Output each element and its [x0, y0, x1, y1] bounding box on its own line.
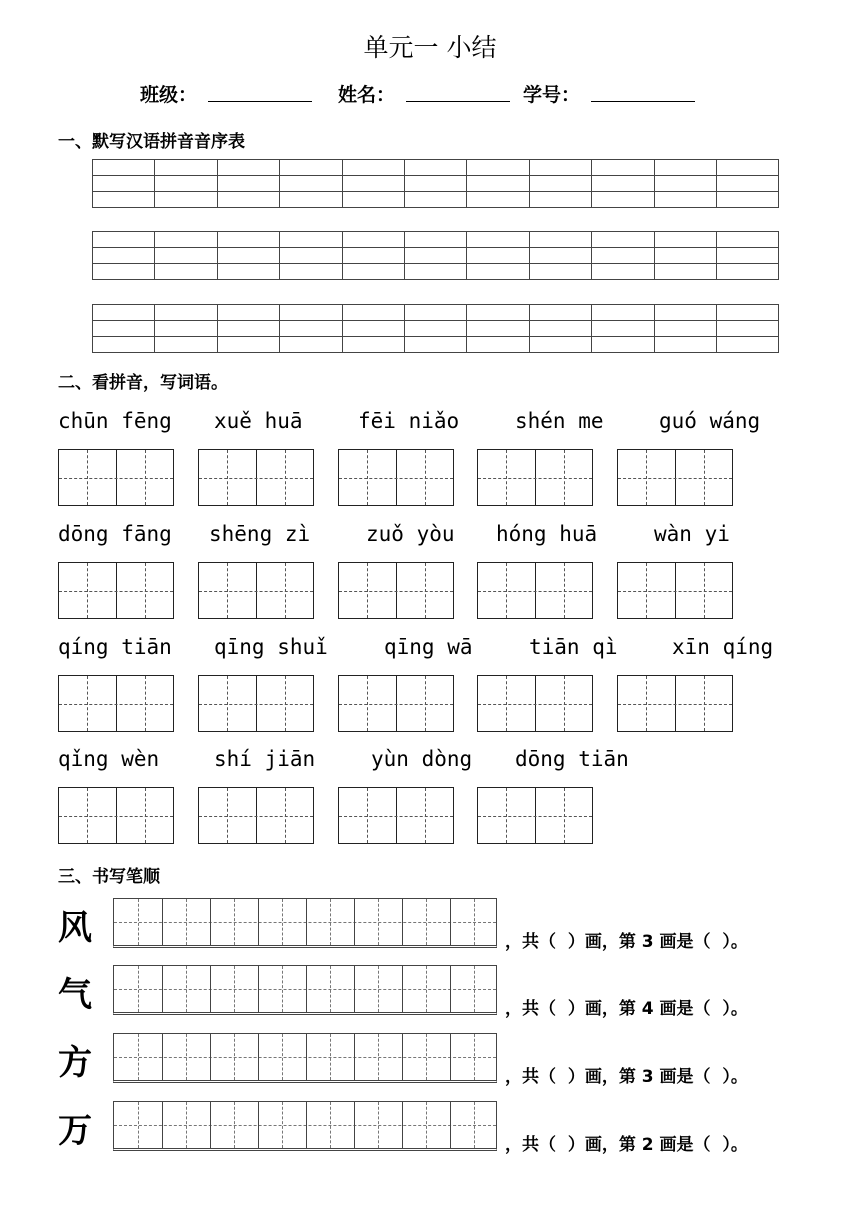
alphabet-cell[interactable] — [592, 192, 654, 208]
alphabet-cell[interactable] — [529, 232, 591, 248]
alphabet-cell[interactable] — [342, 176, 404, 192]
tianzige-answer-box[interactable] — [198, 562, 314, 619]
alphabet-cell[interactable] — [654, 160, 716, 176]
page-title: 单元一 小结 — [363, 33, 497, 62]
alphabet-cell[interactable] — [217, 192, 279, 208]
alphabet-cell[interactable] — [93, 305, 155, 321]
alphabet-cell[interactable] — [93, 321, 155, 337]
tianzige-answer-box[interactable] — [477, 675, 593, 732]
alphabet-cell[interactable] — [93, 176, 155, 192]
alphabet-cell[interactable] — [280, 305, 342, 321]
alphabet-cell[interactable] — [529, 321, 591, 337]
alphabet-cell[interactable] — [404, 176, 466, 192]
alphabet-cell[interactable] — [93, 232, 155, 248]
alphabet-cell[interactable] — [93, 248, 155, 264]
stroke-question: ，共（ ）画，第 2 画是（ ）。 — [505, 1135, 748, 1155]
alphabet-cell[interactable] — [280, 248, 342, 264]
alphabet-cell[interactable] — [467, 264, 529, 280]
alphabet-cell[interactable] — [716, 192, 778, 208]
pinyin-label: chūn fēng — [58, 409, 172, 433]
class-label: 班级： — [140, 84, 198, 106]
stroke-character: 方 — [58, 1043, 92, 1083]
alphabet-cell[interactable] — [217, 321, 279, 337]
pinyin-label: shí jiān — [214, 747, 316, 771]
tianzige-answer-box[interactable] — [617, 562, 733, 619]
alphabet-cell[interactable] — [217, 160, 279, 176]
tianzige-answer-box[interactable] — [58, 449, 174, 506]
id-field[interactable] — [591, 101, 695, 102]
alphabet-cell[interactable] — [155, 160, 217, 176]
alphabet-cell[interactable] — [280, 321, 342, 337]
stroke-question: ，共（ ）画，第 4 画是（ ）。 — [505, 999, 748, 1019]
id-label: 学号： — [523, 84, 581, 106]
alphabet-cell[interactable] — [217, 264, 279, 280]
alphabet-cell[interactable] — [467, 337, 529, 353]
alphabet-cell[interactable] — [716, 305, 778, 321]
alphabet-cell[interactable] — [280, 337, 342, 353]
alphabet-cell[interactable] — [716, 176, 778, 192]
stroke-order-grid[interactable] — [113, 1101, 497, 1151]
pinyin-label: tiān qì — [529, 635, 618, 659]
tianzige-answer-box[interactable] — [338, 449, 454, 506]
alphabet-cell[interactable] — [342, 264, 404, 280]
tianzige-answer-box[interactable] — [477, 787, 593, 844]
tianzige-answer-box[interactable] — [198, 675, 314, 732]
tianzige-answer-box[interactable] — [198, 449, 314, 506]
alphabet-cell[interactable] — [716, 160, 778, 176]
alphabet-cell[interactable] — [654, 176, 716, 192]
pinyin-label: zuǒ yòu — [366, 522, 455, 546]
stroke-question: ，共（ ）画，第 3 画是（ ）。 — [505, 932, 748, 952]
alphabet-cell[interactable] — [155, 337, 217, 353]
alphabet-cell[interactable] — [342, 248, 404, 264]
alphabet-cell[interactable] — [217, 176, 279, 192]
alphabet-cell[interactable] — [592, 264, 654, 280]
pinyin-label: hóng huā — [496, 522, 598, 546]
alphabet-cell[interactable] — [467, 160, 529, 176]
alphabet-cell[interactable] — [716, 264, 778, 280]
alphabet-cell[interactable] — [342, 192, 404, 208]
alphabet-cell[interactable] — [592, 160, 654, 176]
alphabet-cell[interactable] — [280, 192, 342, 208]
alphabet-cell[interactable] — [155, 248, 217, 264]
tianzige-answer-box[interactable] — [338, 675, 454, 732]
alphabet-cell[interactable] — [529, 248, 591, 264]
section-2-heading: 二、看拼音，写词语。 — [58, 373, 228, 393]
class-field[interactable] — [208, 101, 312, 102]
alphabet-cell[interactable] — [467, 305, 529, 321]
alphabet-cell[interactable] — [342, 232, 404, 248]
alphabet-cell[interactable] — [155, 176, 217, 192]
stroke-question: ，共（ ）画，第 3 画是（ ）。 — [505, 1067, 748, 1087]
alphabet-cell[interactable] — [404, 337, 466, 353]
tianzige-answer-box[interactable] — [617, 449, 733, 506]
tianzige-answer-box[interactable] — [338, 787, 454, 844]
alphabet-cell[interactable] — [217, 248, 279, 264]
name-label: 姓名： — [338, 84, 396, 106]
alphabet-cell[interactable] — [217, 305, 279, 321]
alphabet-cell[interactable] — [592, 305, 654, 321]
alphabet-cell[interactable] — [404, 305, 466, 321]
alphabet-cell[interactable] — [342, 305, 404, 321]
stroke-character: 风 — [58, 908, 92, 948]
alphabet-cell[interactable] — [654, 232, 716, 248]
alphabet-cell[interactable] — [529, 160, 591, 176]
alphabet-cell[interactable] — [280, 264, 342, 280]
tianzige-answer-box[interactable] — [477, 562, 593, 619]
alphabet-cell[interactable] — [342, 321, 404, 337]
pinyin-label: guó wáng — [659, 409, 761, 433]
tianzige-answer-box[interactable] — [58, 787, 174, 844]
alphabet-cell[interactable] — [280, 160, 342, 176]
alphabet-cell[interactable] — [93, 160, 155, 176]
tianzige-answer-box[interactable] — [58, 675, 174, 732]
alphabet-grid-3 — [92, 304, 779, 353]
alphabet-cell[interactable] — [217, 337, 279, 353]
stroke-order-grid[interactable] — [113, 1033, 497, 1083]
alphabet-cell[interactable] — [467, 192, 529, 208]
stroke-character: 万 — [58, 1111, 92, 1151]
pinyin-label: wàn yi — [654, 522, 730, 546]
alphabet-cell[interactable] — [467, 248, 529, 264]
alphabet-cell[interactable] — [280, 232, 342, 248]
pinyin-label: xuě huā — [214, 409, 303, 433]
alphabet-cell[interactable] — [155, 321, 217, 337]
alphabet-cell[interactable] — [342, 160, 404, 176]
pinyin-label: yùn dòng — [371, 747, 473, 771]
alphabet-cell[interactable] — [592, 248, 654, 264]
pinyin-label: qīng shuǐ — [214, 635, 328, 659]
tianzige-answer-box[interactable] — [58, 562, 174, 619]
pinyin-label: dōng tiān — [515, 747, 629, 771]
alphabet-cell[interactable] — [592, 337, 654, 353]
alphabet-cell[interactable] — [467, 176, 529, 192]
stroke-order-grid[interactable] — [113, 965, 497, 1015]
alphabet-cell[interactable] — [529, 192, 591, 208]
alphabet-cell[interactable] — [404, 160, 466, 176]
alphabet-cell[interactable] — [155, 305, 217, 321]
pinyin-label: dōng fāng — [58, 522, 172, 546]
tianzige-answer-box[interactable] — [338, 562, 454, 619]
section-3-heading: 三、书写笔顺 — [58, 867, 160, 887]
alphabet-cell[interactable] — [404, 248, 466, 264]
alphabet-grid-1 — [92, 159, 779, 208]
pinyin-label: shén me — [515, 409, 604, 433]
alphabet-cell[interactable] — [592, 232, 654, 248]
pinyin-label: shēng zì — [209, 522, 311, 546]
alphabet-cell[interactable] — [217, 232, 279, 248]
tianzige-answer-box[interactable] — [617, 675, 733, 732]
section-1-heading: 一、默写汉语拼音音序表 — [58, 132, 245, 152]
alphabet-grid-2 — [92, 231, 779, 280]
tianzige-answer-box[interactable] — [198, 787, 314, 844]
alphabet-cell[interactable] — [654, 305, 716, 321]
alphabet-cell[interactable] — [404, 192, 466, 208]
alphabet-cell[interactable] — [467, 321, 529, 337]
stroke-order-grid[interactable] — [113, 898, 497, 948]
alphabet-cell[interactable] — [592, 321, 654, 337]
alphabet-cell[interactable] — [93, 337, 155, 353]
alphabet-cell[interactable] — [529, 176, 591, 192]
alphabet-cell[interactable] — [155, 192, 217, 208]
alphabet-cell[interactable] — [716, 248, 778, 264]
alphabet-cell[interactable] — [93, 264, 155, 280]
name-field[interactable] — [406, 101, 510, 102]
alphabet-cell[interactable] — [654, 248, 716, 264]
alphabet-cell[interactable] — [654, 337, 716, 353]
alphabet-cell[interactable] — [592, 176, 654, 192]
alphabet-cell[interactable] — [155, 264, 217, 280]
pinyin-label: qǐng wèn — [58, 747, 160, 771]
alphabet-cell[interactable] — [155, 232, 217, 248]
alphabet-cell[interactable] — [529, 264, 591, 280]
alphabet-cell[interactable] — [404, 232, 466, 248]
alphabet-cell[interactable] — [654, 321, 716, 337]
alphabet-cell[interactable] — [93, 192, 155, 208]
pinyin-label: xīn qíng — [672, 635, 774, 659]
pinyin-label: qíng tiān — [58, 635, 172, 659]
alphabet-cell[interactable] — [529, 337, 591, 353]
alphabet-cell[interactable] — [280, 176, 342, 192]
alphabet-cell[interactable] — [654, 192, 716, 208]
pinyin-label: fēi niǎo — [358, 409, 460, 433]
alphabet-cell[interactable] — [342, 337, 404, 353]
tianzige-answer-box[interactable] — [477, 449, 593, 506]
alphabet-cell[interactable] — [716, 232, 778, 248]
stroke-character: 气 — [58, 975, 92, 1015]
alphabet-cell[interactable] — [404, 264, 466, 280]
alphabet-cell[interactable] — [654, 264, 716, 280]
pinyin-label: qīng wā — [384, 635, 473, 659]
alphabet-cell[interactable] — [467, 232, 529, 248]
alphabet-cell[interactable] — [529, 305, 591, 321]
alphabet-cell[interactable] — [716, 321, 778, 337]
alphabet-cell[interactable] — [404, 321, 466, 337]
alphabet-cell[interactable] — [716, 337, 778, 353]
